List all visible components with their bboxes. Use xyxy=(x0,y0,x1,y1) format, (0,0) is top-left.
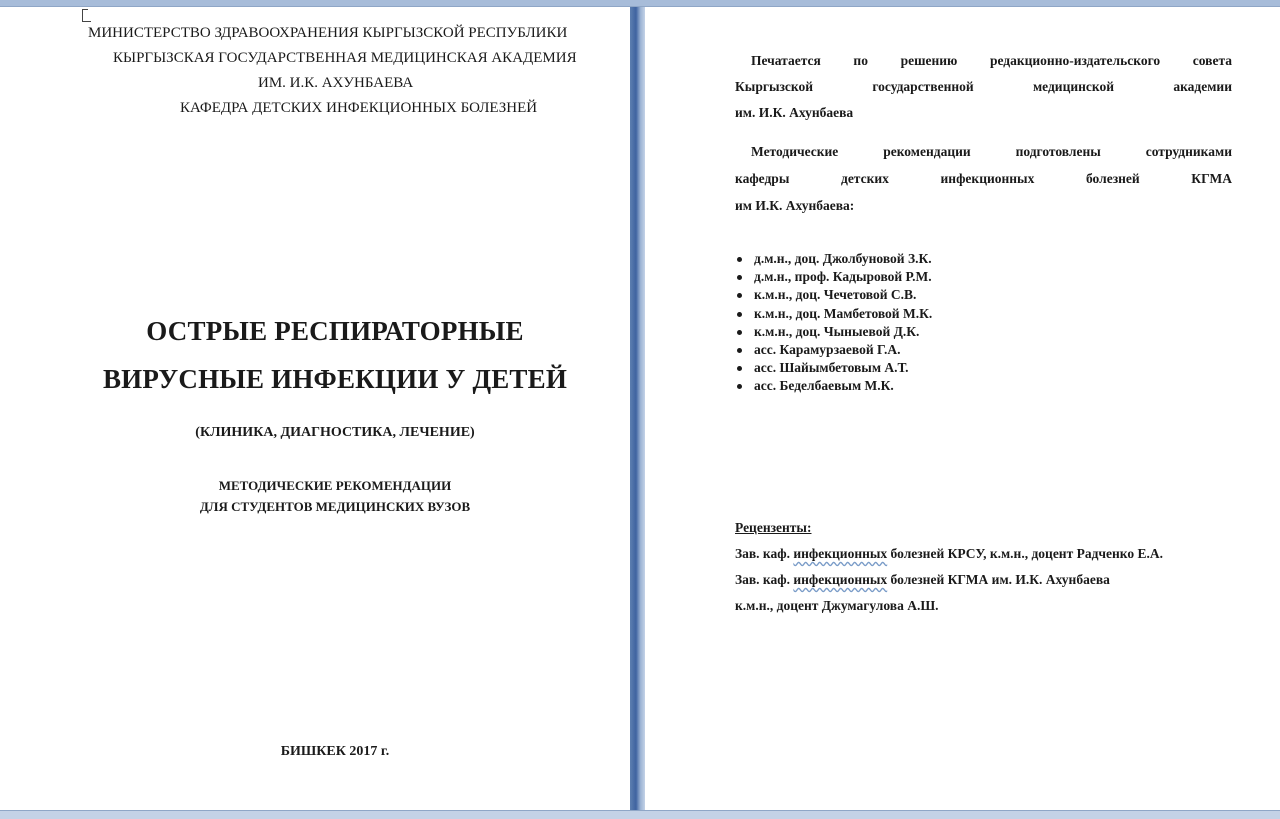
bottom-status-strip xyxy=(0,810,1280,819)
word: болезней xyxy=(1085,171,1140,186)
title-line: ОСТРЫЕ РЕСПИРАТОРНЫЕ xyxy=(146,316,524,346)
word: подготовлены xyxy=(1015,144,1101,159)
reviewers-section xyxy=(735,515,1232,619)
method-line: МЕТОДИЧЕСКИЕ РЕКОМЕНДАЦИИ xyxy=(218,478,452,493)
word: кафедры xyxy=(735,171,790,186)
list-item: асс. Карамурзаевой Г.А. xyxy=(735,341,1232,359)
word: Кыргызской xyxy=(735,79,814,94)
list-item: к.м.н., доц. Мамбетовой М.К. xyxy=(735,305,1232,323)
word: болезней КРСУ, к.м.н., доцент Радченко Е.А. xyxy=(890,546,1164,561)
word: Зав. каф. xyxy=(735,546,790,561)
word: академии xyxy=(1173,79,1232,94)
list-item: д.м.н., проф. Кадыровой Р.М. xyxy=(735,268,1232,286)
word: редакционно-издательского xyxy=(989,53,1161,68)
document-subtitle: (КЛИНИКА, ДИАГНОСТИКА, ЛЕЧЕНИЕ) xyxy=(195,425,475,440)
ministry-header xyxy=(60,21,580,121)
department-line: КАФЕДРА ДЕТСКИХ ИНФЕКЦИОННЫХ БОЛЕЗНЕЙ xyxy=(180,100,538,116)
list-item: асс. Беделбаевым М.К. xyxy=(735,377,1232,395)
method-recommendations xyxy=(40,475,630,517)
word: государственной xyxy=(872,79,974,94)
page-right[interactable] xyxy=(645,7,1280,810)
academy-line: КЫРГЫЗСКАЯ ГОСУДАРСТВЕННАЯ МЕДИЦИНСКАЯ АКАДЕМИЯ xyxy=(113,50,577,66)
prepared-line: им И.К. Ахунбаева: xyxy=(735,198,855,213)
authors-list xyxy=(735,250,1232,396)
word: решению xyxy=(900,53,958,68)
word: совета xyxy=(1192,53,1232,68)
document-title xyxy=(40,307,630,403)
reviewer-line: к.м.н., доцент Джумагулова А.Ш. xyxy=(735,598,939,613)
word: сотрудниками xyxy=(1145,144,1232,159)
reviewer-line xyxy=(735,541,1232,567)
publication-note xyxy=(735,48,1232,126)
word: инфекционных xyxy=(793,572,888,587)
publication-line: им. И.К. Ахунбаева xyxy=(735,105,854,120)
word: КГМА xyxy=(1191,171,1232,186)
ministry-line: МИНИСТЕРСТВО ЗДРАВООХРАНЕНИЯ КЫРГЫЗСКОЙ РЕСПУБЛИКИ xyxy=(88,25,568,41)
list-item: к.м.н., доц. Чыныевой Д.К. xyxy=(735,323,1232,341)
word: инфекционных xyxy=(793,546,888,561)
top-ruler-strip xyxy=(0,0,1280,7)
word: Методические xyxy=(751,144,839,159)
publication-line xyxy=(735,74,1232,100)
word: детских xyxy=(840,171,889,186)
city-year: БИШКЕК 2017 г. xyxy=(280,744,390,759)
publication-line xyxy=(735,48,1232,74)
method-line: ДЛЯ СТУДЕНТОВ МЕДИЦИНСКИХ ВУЗОВ xyxy=(199,499,471,514)
list-item: асс. Шайымбетовым А.Т. xyxy=(735,359,1232,377)
word: Зав. каф. xyxy=(735,572,790,587)
prepared-note xyxy=(735,138,1232,219)
title-line: ВИРУСНЫЕ ИНФЕКЦИИ У ДЕТЕЙ xyxy=(102,364,568,394)
page-gutter xyxy=(630,7,645,810)
prepared-line xyxy=(735,165,1232,192)
word: рекомендации xyxy=(883,144,971,159)
academy-name-line: ИМ. И.К. АХУНБАЕВА xyxy=(258,75,414,91)
reviewer-line xyxy=(735,567,1232,593)
word: инфекционных xyxy=(940,171,1035,186)
page-left[interactable] xyxy=(0,7,630,810)
word: медицинской xyxy=(1032,79,1115,94)
word: Печатается xyxy=(751,53,821,68)
prepared-line xyxy=(735,138,1232,165)
word: болезней КГМА им. И.К. Ахунбаева xyxy=(890,572,1110,587)
list-item: д.м.н., доц. Джолбуновой З.К. xyxy=(735,250,1232,268)
list-item: к.м.н., доц. Чечетовой С.В. xyxy=(735,286,1232,304)
reviewers-heading: Рецензенты: xyxy=(735,520,812,535)
word: по xyxy=(853,53,868,68)
